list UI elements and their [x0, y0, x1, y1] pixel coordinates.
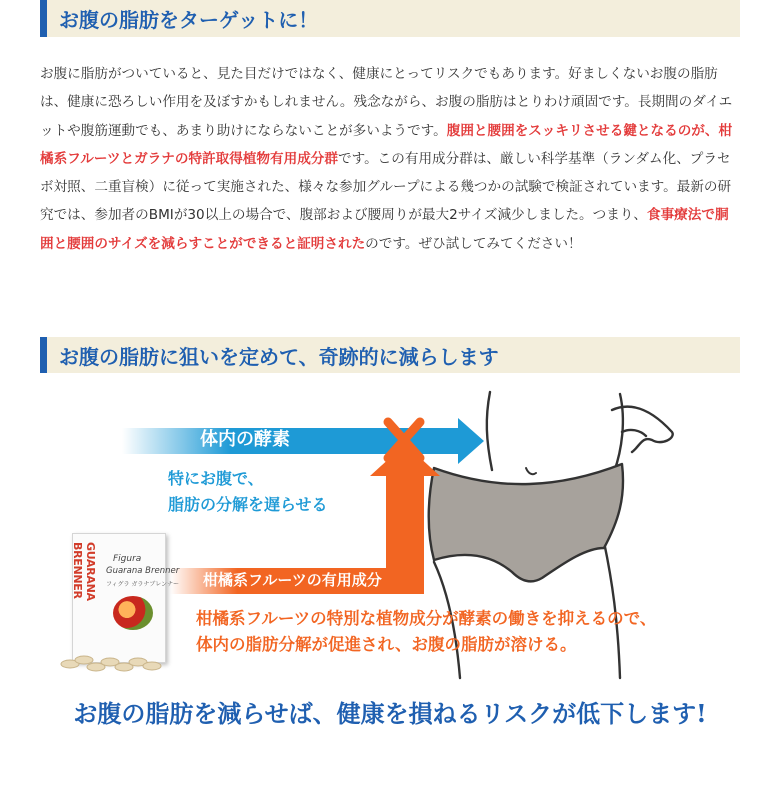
underwear-garment [429, 464, 623, 581]
body-left-contour [487, 392, 492, 470]
enzyme-arrow-label: 体内の酵素 [200, 429, 290, 450]
enzyme-desc-line-1: 特にお腹で、 [168, 469, 264, 488]
section-heading-text: お腹の脂肪に狙いを定めて、奇跡的に減らします [59, 344, 499, 369]
section-heading-target-reduce [40, 337, 740, 373]
citrus-desc-line-2: 体内の脂肪分解が促進され、お腹の脂肪が溶ける。 [196, 635, 577, 654]
section-heading-text: お腹の脂肪をターゲットに！ [59, 8, 319, 32]
closing-statement: お腹の脂肪を減らせば、健康を損ねるリスクが低下します! [73, 699, 707, 728]
product-name-line: Guarana Brenner [106, 566, 180, 576]
intro-text-2: です。この有用成分群は、厳しい科学基準（ランダム化、プラセボ対照、二重盲検）に従って実施された、様々な参加グループによる幾つかの試験で検証されています。最新の研究では、参加者のBMIが30以上の場合で、腹部および腰周りが最大2サイズ減少しました。つまり、 [40, 150, 732, 224]
product-vertical-name: GUARANA BRENNER [71, 542, 97, 601]
mechanism-diagram [0, 380, 780, 680]
intro-highlight-2: 食事療法で胴囲と腰囲のサイズを減らすことができると証明された [40, 207, 729, 252]
enzyme-desc-line-2: 脂肪の分解を遅らせる [168, 495, 328, 514]
citrus-arrow-label: 柑橘系フルーツの有用成分 [203, 571, 382, 589]
product-package-image [71, 533, 180, 663]
citrus-desc-line-1: 柑橘系フルーツの特別な植物成分が酵素の働きを抑えるので、 [196, 609, 657, 628]
navel [526, 468, 536, 474]
capsules-image [58, 650, 168, 676]
intro-text-1: お腹に脂肪がついていると、見た目だけではなく、健康にとってリスクでもあります。好ましくないお腹の脂肪は、健康に恐ろしい作用を及ぼすかもしれません。残念ながら、お腹の脂肪はとりわけ頑固です。長期間のダイエットや腹筋運動でも、あまり助けにならないことが多いようです。 [40, 66, 733, 139]
intro-highlight-1: 腹囲と腰囲をスッキリさせる鍵となるのが、柑橘系フルーツとガラナの特許取得植物有用成分群 [40, 122, 733, 167]
right-arrow-icon [122, 418, 484, 464]
section-heading-target-belly-fat [40, 0, 740, 37]
product-japanese-line: フィグラ ガラナブレンナー [106, 581, 180, 588]
citrus-description [196, 606, 656, 658]
intro-text-3: のです。ぜひ試してみてください！ [365, 235, 582, 252]
enzyme-description [168, 466, 328, 518]
fruit-image [113, 596, 153, 630]
product-brand-line: Figura [113, 554, 142, 564]
finger-contour [622, 430, 646, 436]
intro-paragraph [40, 60, 742, 258]
